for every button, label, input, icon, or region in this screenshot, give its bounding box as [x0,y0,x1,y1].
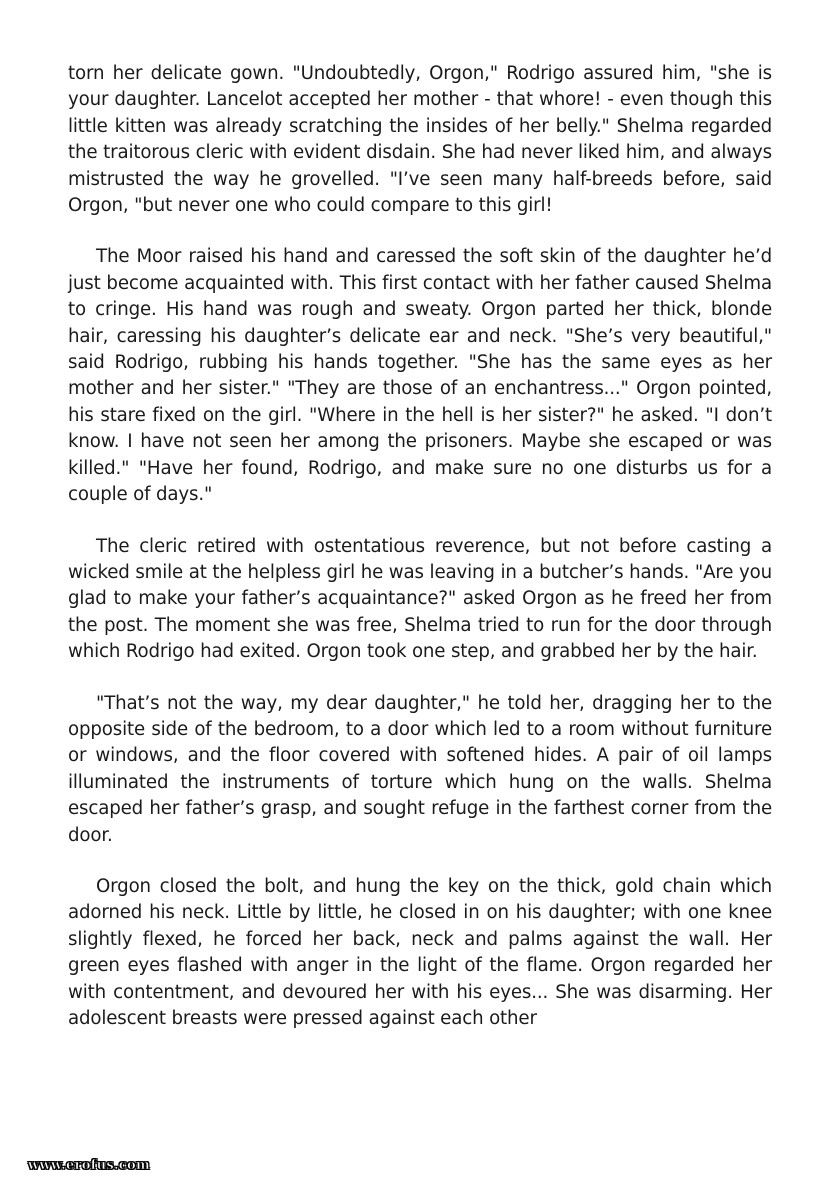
document-page [68,61,772,1057]
paragraph-4: "That’s not the way, my dear daughter," he told her, dragging her to the opposite side of the bedroom, to a door which led to a room without furniture or windows, and the floor covered with softened hides. A pair of oil lamps illuminated the instruments of torture which hung on the walls. Shelma escaped her father’s grasp, and sought refuge in the farthest corner from the door. [68,692,772,846]
paragraph-3: The cleric retired with ostentatious reverence, but not before casting a wicked smile at the helpless girl he was leaving in a butcher’s hands. "Are you glad to make your father’s acquaintance?" asked Orgon as he freed her from the post. The moment she was free, Shelma tried to run for the door through which Rodrigo had exited. Orgon took one step, and grabbed her by the hair. [68,535,772,663]
paragraph-2: The Moor raised his hand and caressed the soft skin of the daughter he’d just become acquainted with. This first contact with her father caused Shelma to cringe. His hand was rough and sweaty. Orgon parted her thick, blonde hair, caressing his daughter’s delicate ear and neck. "She’s very beautiful," said Rodrigo, rubbing his hands together. "She has the same eyes as her mother and her sister." "They are those of an enchantress..." Orgon pointed, his stare fixed on the girl. "Where in the hell is her sister?" he asked. "I don’t know. I have not seen her among the prisoners. Maybe she escaped or was killed." "Have her found, Rodrigo, and make sure no one disturbs us for a couple of days." [68,246,772,506]
paragraph-5: Orgon closed the bolt, and hung the key on the thick, gold chain which adorned his neck. Little by little, he closed in on his daughter; with one knee slightly flexed, he forced her back, neck and palms against the wall. Her green eyes flashed with anger in the light of the flame. Orgon regarded her with contentment, and devoured her with his eyes... She was disarming. Her adolescent breasts were pressed against each other [68,875,772,1029]
watermark: www.erofus.com [28,1158,151,1173]
paragraph-1: torn her delicate gown. "Undoubtedly, Orgon," Rodrigo assured him, "she is your daughter. Lancelot accepted her mother - that whore! - even though this little kitten was already scratching the insides of her belly." Shelma regarded the traitorous cleric with evident disdain. She had never liked him, and always mistrusted the way he grovelled. "I’ve seen many half-breeds before, said Orgon, "but never one who could compare to this girl! [68,63,772,217]
